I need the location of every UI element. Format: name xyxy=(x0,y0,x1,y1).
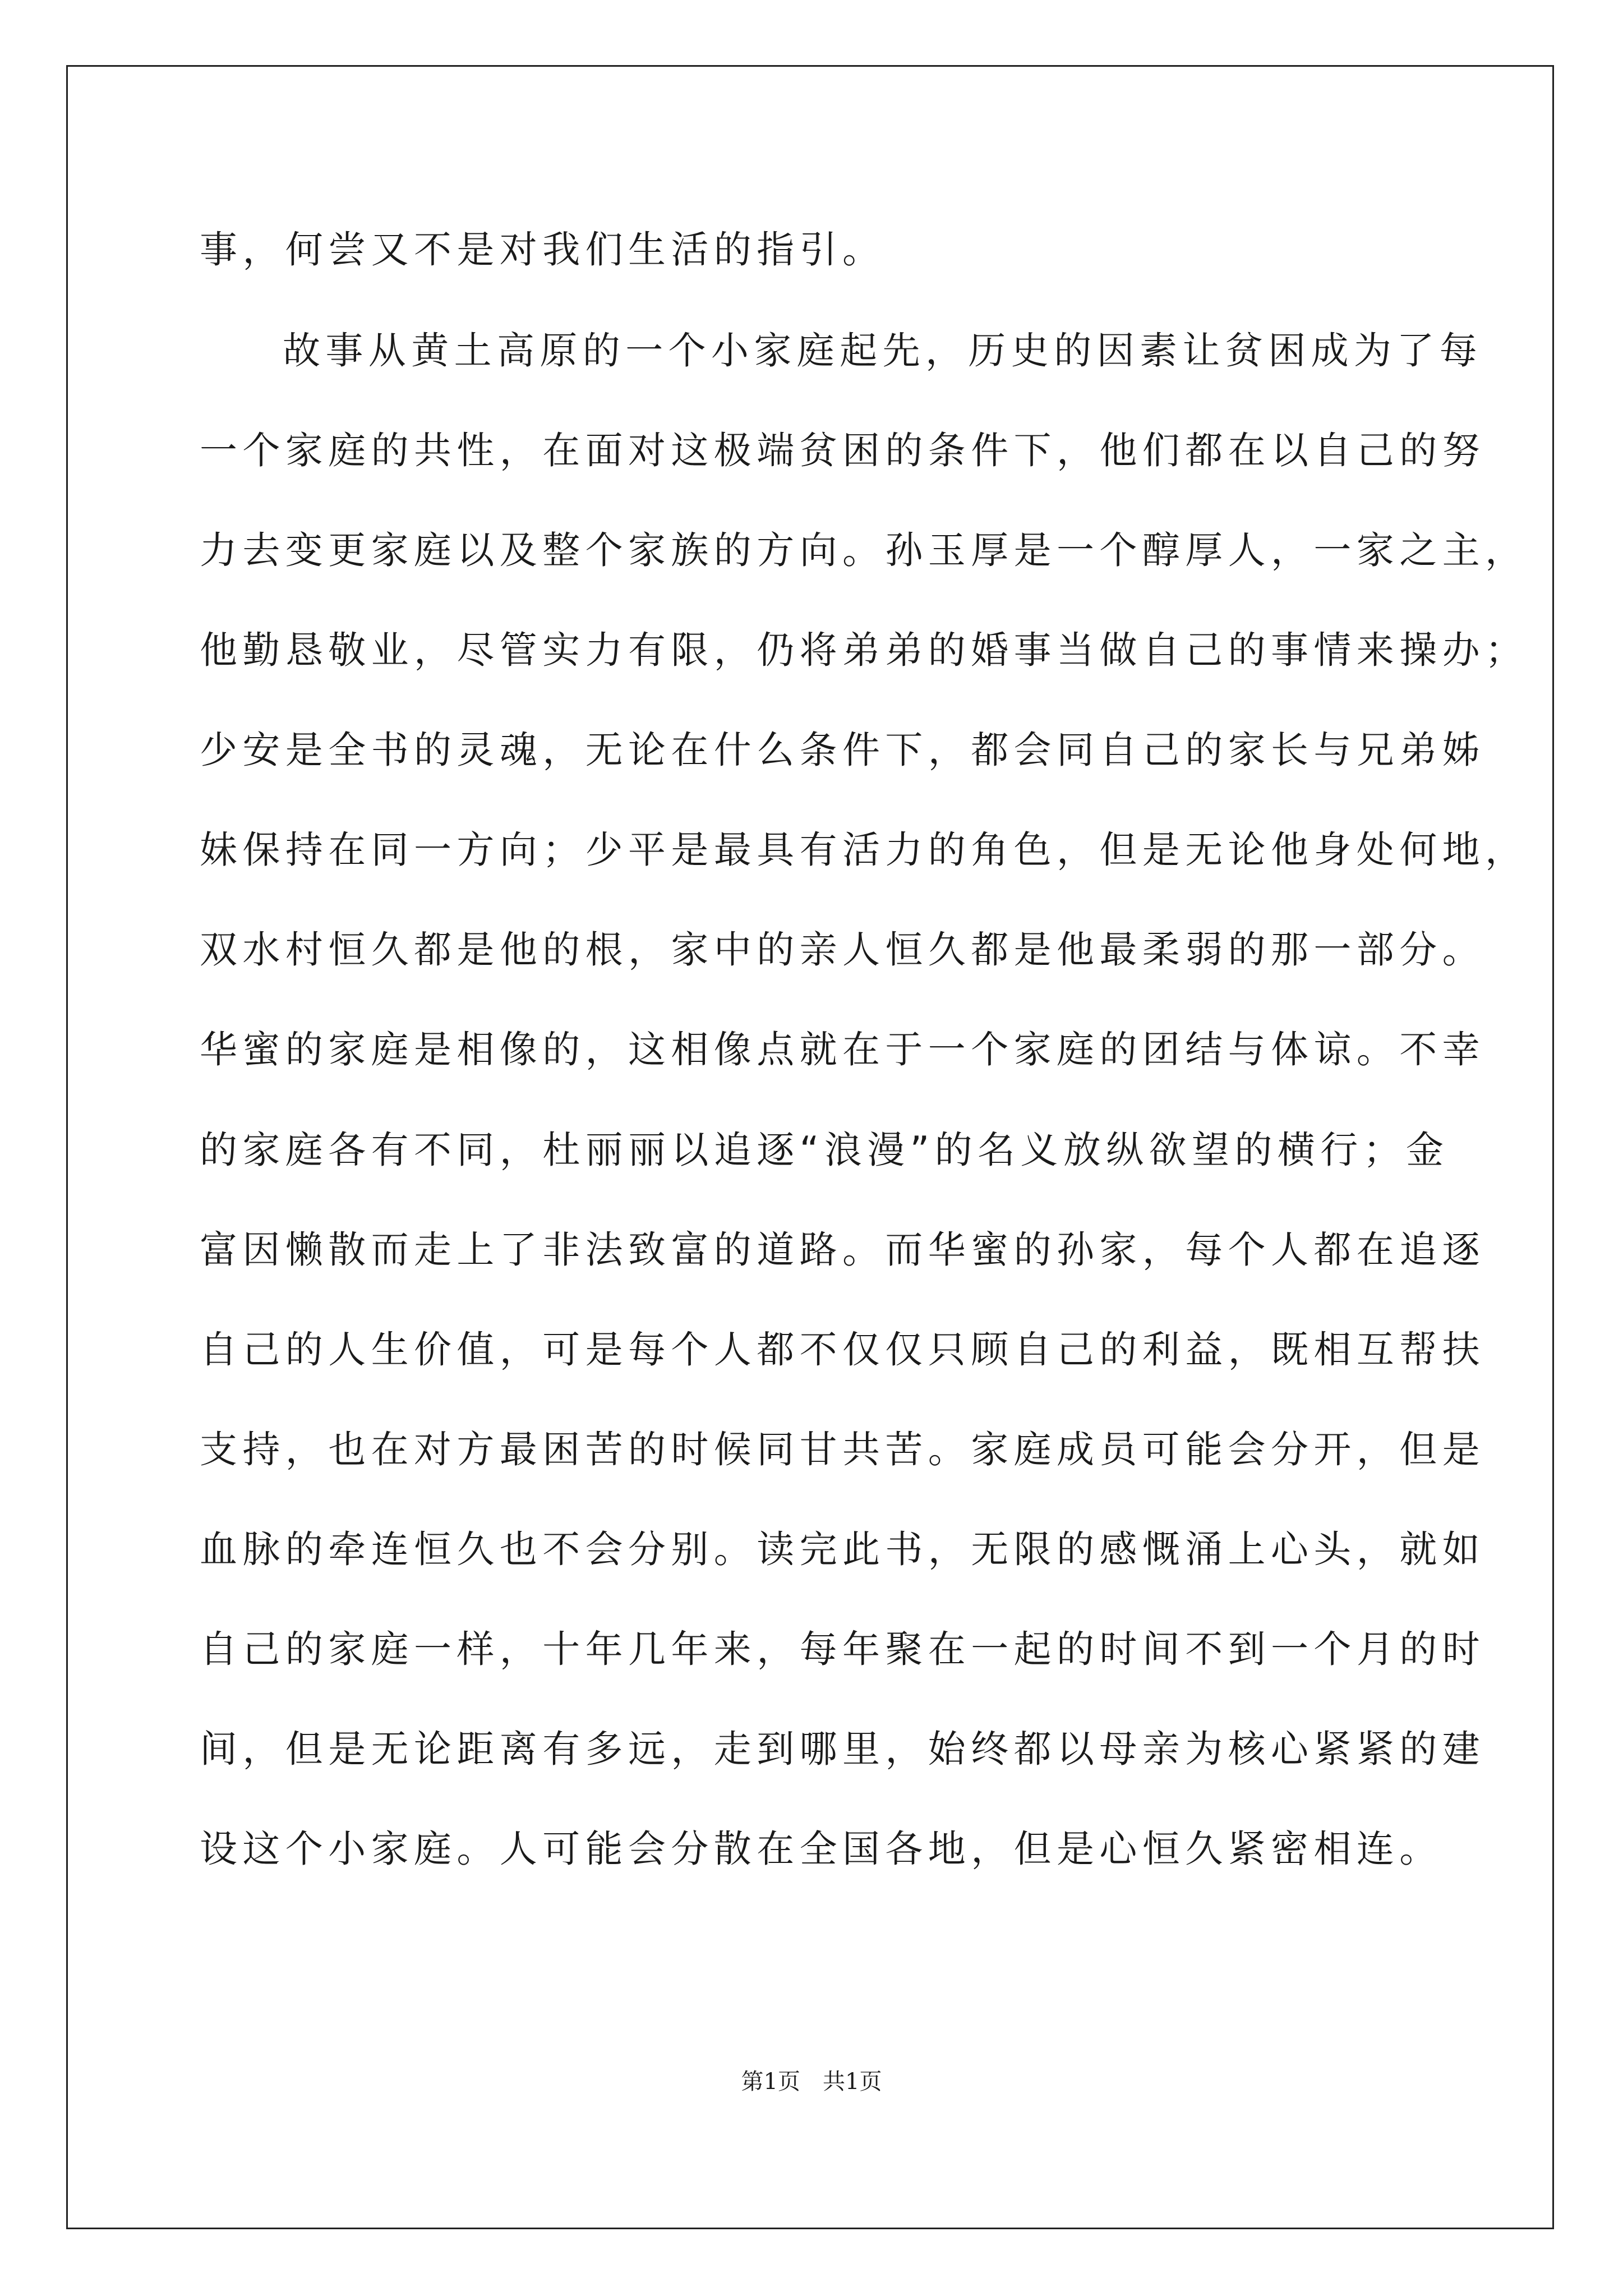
text-line: 支持，也在对方最困苦的时候同甘共苦。家庭成员可能会分开，但是 xyxy=(200,1428,1485,1471)
text-line: 妹保持在同一方向；少平是最具有活力的角色，但是无论他身处何地， xyxy=(200,828,1528,872)
text-line: 设这个小家庭。人可能会分散在全国各地，但是心恒久紧密相连。 xyxy=(200,1827,1442,1871)
text-line: 一个家庭的共性，在面对这极端贫困的条件下，他们都在以自己的努 xyxy=(200,429,1485,472)
text-line: 血脉的牵连恒久也不会分别。读完此书，无限的感慨涌上心头，就如 xyxy=(200,1527,1485,1571)
page-number-footer: 第1页 共1页 xyxy=(741,2069,882,2095)
text-line: 的家庭各有不同，杜丽丽以追逐“浪漫”的名义放纵欲望的横行；金 xyxy=(200,1128,1449,1172)
text-line: 双水村恒久都是他的根，家中的亲人恒久都是他最柔弱的那一部分。 xyxy=(200,928,1485,972)
text-line: 少安是全书的灵魂，无论在什么条件下，都会同自己的家长与兄弟姊 xyxy=(200,728,1485,772)
text-line: 事，何尝又不是对我们生活的指引。 xyxy=(200,228,886,272)
text-line: 间，但是无论距离有多远，走到哪里，始终都以母亲为核心紧紧的建 xyxy=(200,1727,1485,1771)
text-line: 他勤恳敬业，尽管实力有限，仍将弟弟的婚事当做自己的事情来操办； xyxy=(200,628,1528,672)
text-line: 华蜜的家庭是相像的，这相像点就在于一个家庭的团结与体谅。不幸 xyxy=(200,1028,1485,1071)
paragraph-start-line: 故事从黄土高原的一个小家庭起先，历史的因素让贫困成为了每 xyxy=(283,329,1483,372)
text-line: 自己的人生价值，可是每个人都不仅仅只顾自己的利益，既相互帮扶 xyxy=(200,1328,1485,1372)
text-line: 富因懒散而走上了非法致富的道路。而华蜜的孙家，每个人都在追逐 xyxy=(200,1228,1485,1272)
text-line: 力去变更家庭以及整个家族的方向。孙玉厚是一个醇厚人，一家之主， xyxy=(200,528,1528,572)
text-line: 自己的家庭一样，十年几年来，每年聚在一起的时间不到一个月的时 xyxy=(200,1627,1485,1671)
